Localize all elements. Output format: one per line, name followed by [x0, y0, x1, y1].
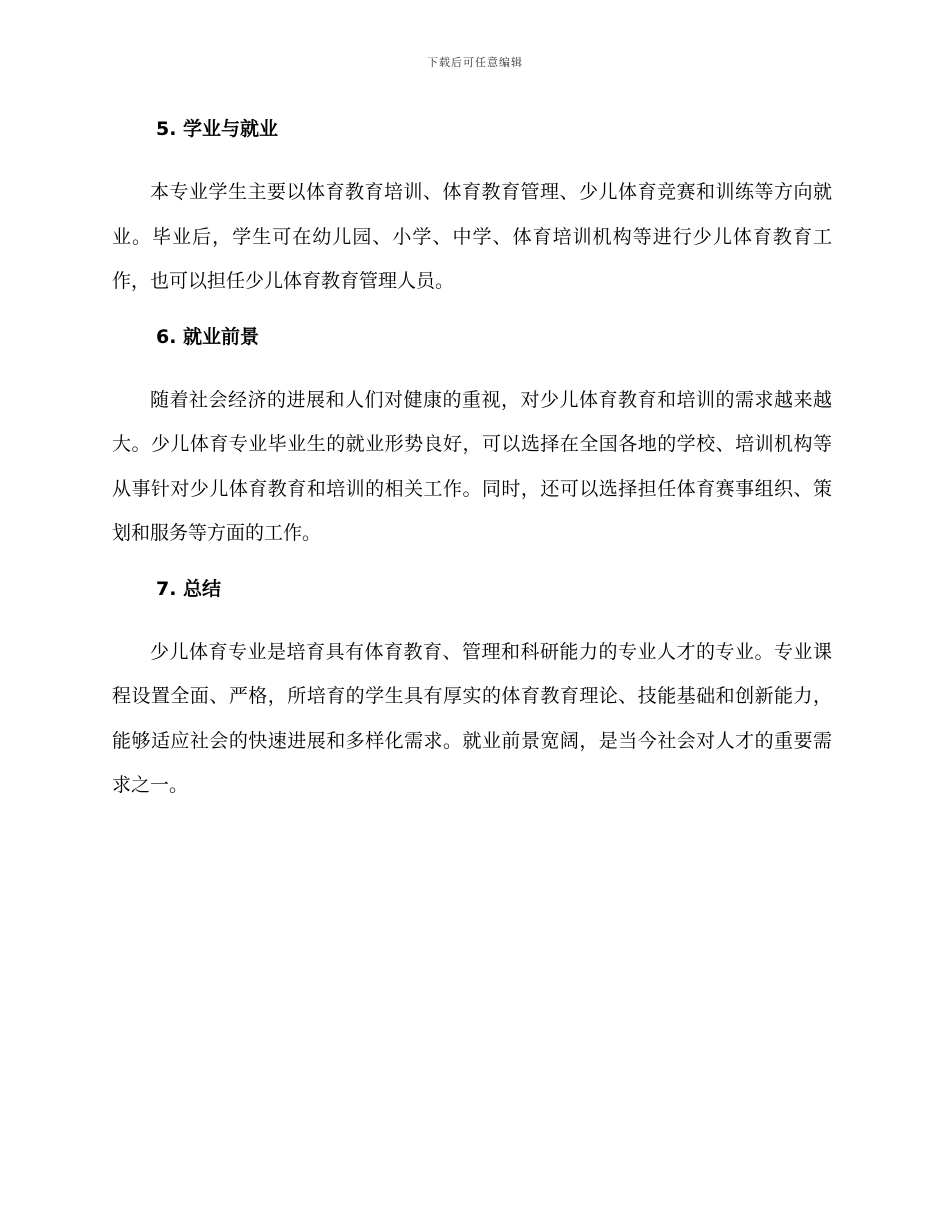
section-heading-prospects: 6. 就业前景	[156, 325, 260, 348]
header-note: 下载后可任意编辑	[427, 56, 523, 69]
section-paragraph-prospects: 随着社会经济的进展和人们对健康的重视，对少儿体育教育和培训的需求越来越大。少儿体育专业毕业生的就业形势良好，可以选择在全国各地的学校、培训机构等从事针对少儿体育教育和培训的相关工作。同时，还可以选择担任体育赛事组织、策划和服务等方面的工作。	[112, 388, 832, 544]
section-heading-summary: 7. 总结	[156, 577, 222, 600]
section-paragraph-employment: 本专业学生主要以体育教育培训、体育教育管理、少儿体育竞赛和训练等方向就业。毕业后，学生可在幼儿园、小学、中学、体育培训机构等进行少儿体育教育工作，也可以担任少儿体育教育管理人员。	[112, 181, 832, 292]
section-paragraph-summary: 少儿体育专业是培育具有体育教育、管理和科研能力的专业人才的专业。专业课程设置全面、严格，所培育的学生具有厚实的体育教育理论、技能基础和创新能力，能够适应社会的快速进展和多样化需求。就业前景宽阔，是当今社会对人才的重要需求之一。	[112, 640, 832, 796]
section-heading-employment: 5. 学业与就业	[156, 118, 279, 140]
document-body	[112, 112, 832, 808]
